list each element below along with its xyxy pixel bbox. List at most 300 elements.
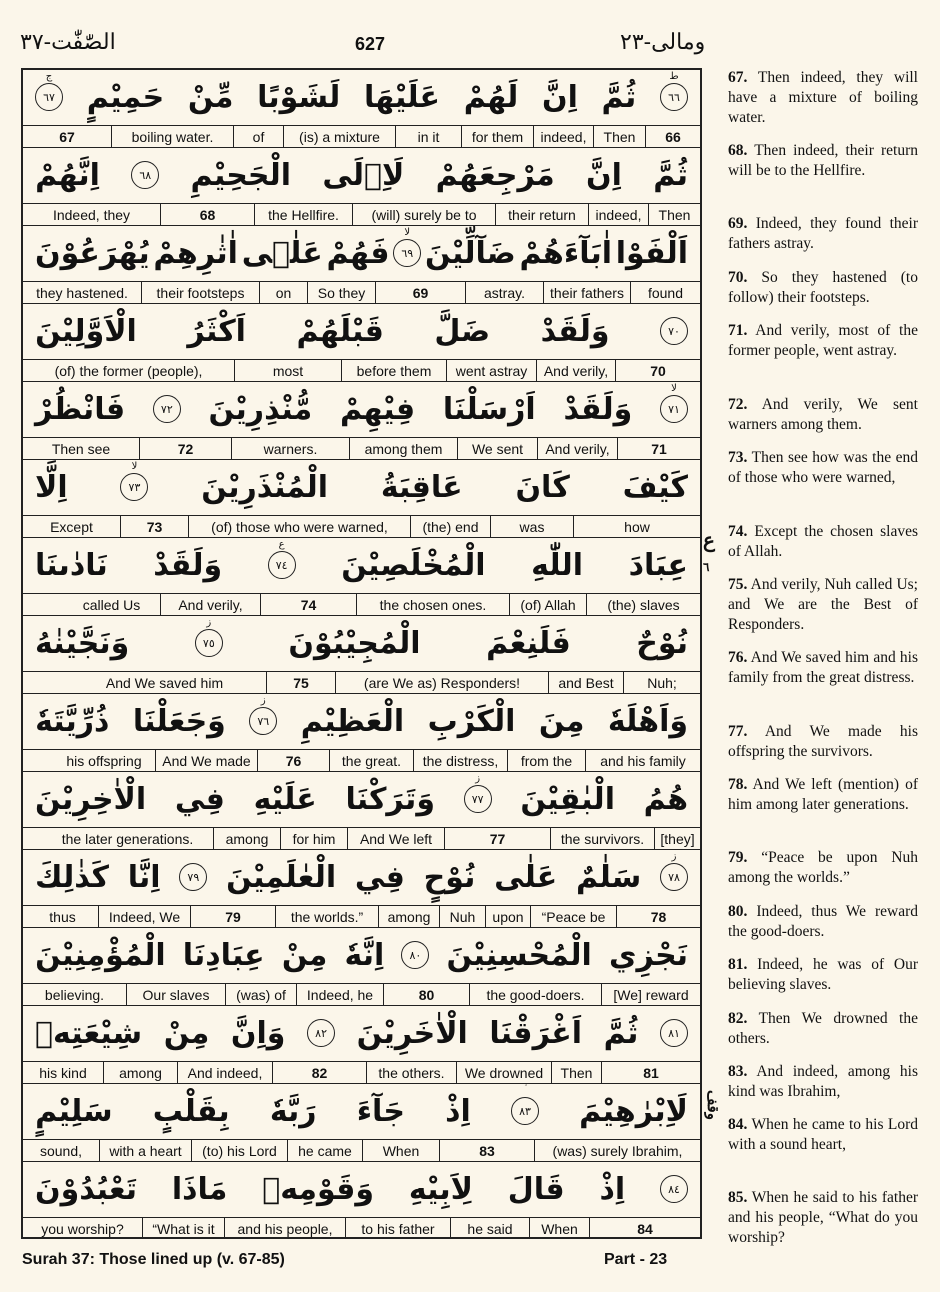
word-gloss-cell: his kind (39, 1064, 87, 1081)
waqf-mark: وقف (704, 1090, 722, 1120)
arabic-word: مُّنْذِرِيْنَ (208, 391, 313, 427)
waqf-sign: ط (669, 71, 679, 82)
word-gloss-cell: to his father (345, 1218, 450, 1239)
ayah-number: ٧٣ (128, 480, 141, 494)
translation-verse (728, 522, 918, 562)
arabic-word: فَانْظُرْ (35, 391, 126, 427)
arabic-word: اَغْرَقْنَا (489, 1015, 583, 1051)
arabic-word: وَلَقَدْ (563, 391, 633, 427)
translation-verse (728, 1115, 918, 1155)
translation-verse (728, 575, 918, 635)
arabic-word: نَادٰىنَا (35, 547, 108, 583)
arabic-line (23, 382, 700, 436)
arabic-word: حَمِيْمٍ (86, 79, 165, 115)
arabic-line (23, 1084, 700, 1138)
ayah-end-marker (660, 317, 688, 345)
arabic-word: كَذٰلِكَ (35, 859, 110, 895)
arabic-word: اللّٰهِ (531, 547, 584, 583)
arabic-line (23, 460, 700, 514)
word-gloss-cell: the chosen ones. (356, 594, 509, 615)
arabic-line (23, 850, 700, 904)
word-gloss-cell: astray. (465, 282, 543, 303)
word-gloss-cell: [We] reward (601, 984, 700, 1005)
verse-block (23, 70, 700, 148)
ayah-number: ٨١ (668, 1026, 680, 1040)
verse-block (23, 1006, 700, 1084)
arabic-word: قَالَ (507, 1171, 565, 1207)
word-gloss-cell: (was) surely Ibrahim, (534, 1140, 700, 1161)
word-gloss-cell: from the (507, 750, 585, 771)
ayah-end-marker (307, 1019, 335, 1047)
ayah-number: ٦٦ (668, 90, 680, 104)
verse-number-cell: 67 (59, 128, 75, 145)
word-gloss-cell: Indeed, We (98, 906, 190, 927)
ayah-number: ٨٣ (519, 1104, 531, 1118)
verse-number-cell: 73 (120, 516, 188, 537)
word-gloss-cell: (the) slaves (586, 594, 700, 615)
word-translation-row (23, 671, 700, 693)
arabic-word: اٰثٰرِهِمْ (153, 235, 238, 271)
word-gloss-cell: And We saved him (105, 674, 224, 691)
word-gloss-cell: indeed, (588, 204, 648, 225)
translation-verse (728, 268, 918, 308)
verse-number-cell: 66 (645, 126, 700, 147)
arabic-word: مِّنْ (187, 79, 234, 115)
ayah-number: ٦٩ (401, 246, 414, 260)
waqf-sign: ز (671, 851, 677, 862)
verse-number-cell: 79 (190, 906, 275, 927)
ayah-number: ٦٨ (139, 168, 152, 182)
arabic-word: اِنَّهٗ (344, 937, 385, 973)
word-gloss-cell: upon (485, 906, 530, 927)
translation-verse-text: “Peace be upon Nuh among the worlds.” (728, 849, 919, 886)
ayah-number: ٨٠ (409, 948, 422, 962)
word-gloss-cell: Then (551, 1062, 601, 1083)
arabic-word: الْمُخْلَصِيْنَ (341, 547, 486, 583)
part-name-arabic: ومالی-٢٣ (620, 30, 706, 55)
arabic-word: ضَلَّ (434, 313, 491, 349)
word-translation-row (23, 827, 700, 849)
word-gloss-cell: called Us (82, 596, 141, 613)
arabic-word: اَكْثَرُ (187, 313, 246, 349)
ayah-end-marker (393, 227, 421, 267)
word-gloss-cell: (of) Allah (509, 594, 586, 615)
verse-block (23, 1162, 700, 1240)
verse-number-cell: 84 (589, 1218, 700, 1239)
arabic-line (23, 538, 700, 592)
arabic-line (23, 772, 700, 826)
ayah-number: ٨٤ (668, 1182, 680, 1196)
verse-number-cell: 68 (160, 204, 254, 225)
arabic-word: الْبٰقِيْنَ (520, 781, 615, 817)
ruku-letter: ع (703, 528, 715, 552)
waqf-sign: ع (278, 539, 285, 550)
arabic-word: رَبَّهٗ (269, 1093, 317, 1129)
arabic-word: فِي (354, 859, 405, 895)
word-gloss-cell: When (362, 1140, 439, 1161)
word-translation-row (23, 515, 700, 537)
translation-verse-number: 74. (728, 523, 748, 540)
verse-block (23, 382, 700, 460)
arabic-word: اِنَّهُمْ (35, 157, 100, 193)
word-translation-row (23, 593, 700, 615)
verse-number-cell: 75 (266, 672, 335, 693)
word-gloss-cell: among (378, 906, 439, 927)
arabic-word: اِنَّا (127, 859, 161, 895)
translation-verse-text: So they hastened (to follow) their footsteps. (728, 269, 918, 306)
arabic-word: وَلَقَدْ (540, 313, 610, 349)
ayah-end-marker (464, 773, 492, 813)
word-gloss-cell: among (213, 828, 280, 849)
translation-verse-number: 83. (728, 1063, 748, 1080)
translation-verse (728, 648, 918, 688)
word-gloss-cell: Our slaves (126, 984, 225, 1005)
word-gloss-cell: their return (495, 204, 588, 225)
translation-verse (728, 775, 918, 815)
ayah-end-marker (195, 617, 223, 657)
translation-verse (728, 448, 918, 488)
word-gloss-cell: for him (280, 828, 347, 849)
arabic-word: ثُمَّ (653, 157, 688, 193)
word-gloss-cell: “Peace be (530, 906, 616, 927)
verse-block (23, 850, 700, 928)
arabic-word: لَشَوْبًا (257, 79, 341, 115)
word-gloss-cell: the distress, (413, 750, 507, 771)
arabic-word: اَرْسَلْنَا (442, 391, 536, 427)
arabic-word: وَلَقَدْ (153, 547, 223, 583)
translation-verse-number: 78. (728, 776, 748, 793)
waqf-sign: ز (206, 617, 212, 628)
translation-verse-number: 73. (728, 449, 748, 466)
arabic-word: كَيْفَ (622, 469, 688, 505)
word-gloss-cell: (of) the former (people), (54, 362, 203, 379)
word-gloss-cell: their footsteps (141, 282, 259, 303)
word-translation-row (23, 749, 700, 771)
arabic-word: ثُمَّ (601, 79, 637, 115)
ayah-end-marker (660, 71, 688, 111)
ayah-number: ٧٦ (257, 714, 270, 728)
ayah-end-marker (660, 1175, 688, 1203)
verse-number-cell: 72 (139, 438, 231, 459)
ayah-end-marker (511, 1097, 539, 1125)
word-gloss-cell: and Best (548, 672, 623, 693)
translation-verse-text: And We saved him and his family from the great distress. (728, 649, 918, 686)
waqf-sign: ز (260, 695, 266, 706)
translation-verse-number: 80. (728, 903, 748, 920)
surah-name-arabic: الصّٰفّٰت-٣٧ (20, 30, 116, 55)
waqf-sign: ج (45, 71, 53, 82)
verse-block (23, 226, 700, 304)
word-gloss-cell: the worlds.” (275, 906, 378, 927)
translation-verse-text: Then indeed, they will have a mixture of boiling water. (728, 69, 918, 126)
arabic-word: مِنْ (163, 1015, 210, 1051)
arabic-word: اَلْفَوْا (615, 235, 688, 271)
ayah-end-marker (131, 161, 159, 189)
translation-verse-text: And We made his offspring the survivors. (728, 723, 918, 760)
verse-number-cell: 76 (257, 750, 329, 771)
word-gloss-cell: with a heart (99, 1140, 191, 1161)
translation-verse-text: Indeed, he was of Our believing slaves. (728, 956, 918, 993)
word-translation-row (23, 905, 700, 927)
word-gloss-cell: the good-doers. (469, 984, 601, 1005)
waqf-sign: لا (131, 461, 138, 472)
word-gloss-cell: Indeed, he (296, 984, 383, 1005)
translation-verse (728, 395, 918, 435)
translation-verse (728, 902, 918, 942)
ayah-end-marker (401, 941, 429, 969)
arabic-word: الْعَظِيْمِ (300, 703, 405, 739)
ayah-end-marker (660, 383, 688, 423)
arabic-word: عَلٰى (494, 859, 558, 895)
ayah-number: ٧٤ (275, 558, 288, 572)
word-gloss-cell: and his family (585, 750, 700, 771)
word-gloss-cell: and his people, (224, 1218, 345, 1239)
arabic-word: الْمُؤْمِنِيْنَ (35, 937, 166, 973)
verse-block (23, 694, 700, 772)
ayah-number: ٦٧ (43, 90, 55, 104)
word-gloss-cell: their fathers (543, 282, 630, 303)
ayah-number: ٧٥ (202, 636, 215, 650)
word-gloss-cell: indeed, (533, 126, 593, 147)
word-gloss-cell: Then (593, 126, 645, 147)
translation-verse (728, 1009, 918, 1049)
translation-verse-number: 85. (728, 1189, 748, 1206)
arabic-word: فِي (174, 781, 225, 817)
word-gloss-cell: (is) a mixture (283, 126, 395, 147)
word-gloss-cell: Nuh; (623, 672, 700, 693)
arabic-word: الْكَرْبِ (427, 703, 516, 739)
word-gloss-cell: in it (395, 126, 461, 147)
arabic-word: الْاٰخَرِيْنَ (356, 1015, 468, 1051)
translation-verse-text: Then see how was the end of those who were warned, (728, 449, 918, 486)
arabic-word: وَتَرَكْنَا (345, 781, 435, 817)
arabic-word: ضَآلِّيْنَ (425, 235, 516, 271)
translation-verse (728, 321, 918, 361)
ayah-number: ٧٠ (668, 324, 680, 338)
arabic-line (23, 304, 700, 358)
translation-verse (728, 214, 918, 254)
translation-verse (728, 848, 918, 888)
arabic-line (23, 226, 700, 280)
word-translation-row (23, 1217, 700, 1239)
word-gloss-cell: for them (461, 126, 533, 147)
translation-verse-number: 69. (728, 215, 748, 232)
ruku-mark (703, 528, 715, 576)
arabic-word: نَجْزِي (608, 937, 688, 973)
arabic-word: سَلٰمٌ (575, 859, 642, 895)
translation-verse-text: And verily, Nuh called Us; and We are the Best of Responders. (728, 576, 918, 633)
word-gloss-cell: believing. (44, 986, 105, 1003)
arabic-word: مِنْ (281, 937, 328, 973)
translation-verse-number: 76. (728, 649, 748, 666)
word-gloss-cell: Indeed, they (52, 206, 131, 223)
arabic-word: عَلٰۤى (241, 235, 323, 271)
word-gloss-cell: was (490, 516, 573, 537)
arabic-word: اِنَّ (586, 157, 622, 193)
arabic-word: عِبَادَ (628, 547, 688, 583)
verse-block (23, 304, 700, 382)
ayah-end-marker (249, 695, 277, 735)
translation-verse-number: 82. (728, 1010, 748, 1027)
word-gloss-cell: his offspring (66, 752, 142, 769)
arabic-word: تَعْبُدُوْنَ (35, 1171, 138, 1207)
verse-number-cell: 81 (601, 1062, 700, 1083)
translation-verse-text: And verily, We sent warners among them. (728, 396, 918, 433)
word-gloss-cell: among (103, 1062, 177, 1083)
word-gloss-cell: (of) those who were warned, (188, 516, 410, 537)
arabic-word: مَاذَا (171, 1171, 228, 1207)
ayah-end-marker (179, 863, 207, 891)
arabic-word: نُوْحٌ (636, 625, 688, 661)
arabic-word: مَرْجِعَهُمْ (435, 157, 555, 193)
arabic-word: اٰبَآءَهُمْ (519, 235, 613, 271)
word-gloss-cell: Nuh (439, 906, 485, 927)
arabic-word: الْاٰخِرِيْنَ (35, 781, 147, 817)
word-gloss-cell: (the) end (410, 516, 490, 537)
translation-verse-text: And indeed, among his kind was Ibrahim, (728, 1063, 918, 1100)
translation-verse-number: 70. (728, 269, 748, 286)
arabic-word: ذُرِّيَّتَهٗ (35, 703, 110, 739)
word-gloss-cell: Except (50, 518, 93, 535)
word-gloss-cell: “What is it (142, 1218, 224, 1239)
word-gloss-cell: (was) of (225, 984, 296, 1005)
arabic-word: لَهُمْ (463, 79, 519, 115)
arabic-word: شِيْعَتِهٖ (35, 1015, 143, 1051)
ayah-number: ٧٧ (471, 792, 484, 806)
word-translation-row (23, 359, 700, 381)
word-gloss-cell: sound, (39, 1142, 83, 1159)
translation-verse (728, 722, 918, 762)
verse-number-cell: 83 (439, 1140, 534, 1161)
arabic-word: عِبَادِنَا (182, 937, 265, 973)
translation-verse-number: 72. (728, 396, 748, 413)
translation-verse-text: Indeed, they found their fathers astray. (728, 215, 918, 252)
arabic-word: وَجَعَلْنَا (132, 703, 226, 739)
arabic-line (23, 1162, 700, 1216)
word-gloss-cell: We sent (457, 438, 537, 459)
word-gloss-cell: (are We as) Responders! (335, 672, 548, 693)
word-gloss-cell: And indeed, (177, 1062, 272, 1083)
arabic-word: قَبْلَهُمْ (296, 313, 384, 349)
word-gloss-cell: And We left (347, 828, 444, 849)
arabic-line (23, 928, 700, 982)
word-gloss-cell: before them (341, 360, 446, 381)
arabic-word: وَقَوْمِهٖ (262, 1171, 375, 1207)
arabic-word: سَلِيْمٍ (35, 1093, 113, 1129)
verse-number-cell: 78 (616, 906, 700, 927)
translation-verse-number: 71. (728, 322, 748, 339)
word-gloss-cell: And We made (155, 750, 257, 771)
arabic-word: مِنَ (538, 703, 585, 739)
arabic-word: يُهْرَعُوْنَ (35, 235, 150, 271)
arabic-word: جَآءَ (356, 1093, 405, 1129)
word-translation-row (23, 125, 700, 147)
word-gloss-cell: We drowned (456, 1062, 551, 1083)
word-gloss-cell: And verily, (537, 438, 617, 459)
arabic-word: الْجَحِيْمِ (190, 157, 292, 193)
verse-block (23, 1084, 700, 1162)
translation-verse-text: Indeed, thus We reward the good-doers. (728, 903, 918, 940)
word-gloss-cell: the later generations. (61, 830, 194, 847)
arabic-word: نُوْحٍ (423, 859, 476, 895)
verse-block (23, 460, 700, 538)
arabic-word: لَاِ۟لَى (322, 157, 405, 193)
arabic-word: الْعٰلَمِيْنَ (226, 859, 337, 895)
ayah-end-marker (120, 461, 148, 501)
arabic-word: اِنَّ (541, 79, 578, 115)
word-gloss-cell: on (259, 282, 307, 303)
word-gloss-cell: [they] (654, 828, 700, 849)
arabic-word: لَاِبْرٰهِيْمَ (579, 1093, 688, 1129)
word-gloss-cell: of (233, 126, 283, 147)
arabic-word: كَانَ (515, 469, 570, 505)
verse-block (23, 616, 700, 694)
word-translation-row (23, 437, 700, 459)
verse-block (23, 538, 700, 616)
translation-verse-number: 67. (728, 69, 748, 86)
verse-block (23, 148, 700, 226)
word-gloss-cell: the Hellfire. (254, 204, 352, 225)
waqf-sign: لا (404, 227, 411, 238)
translation-verse-text: When he said to his father and his people, “What do you worship? (728, 1189, 918, 1246)
arabic-word: فِيْهِمْ (339, 391, 416, 427)
ayah-end-marker (153, 395, 181, 423)
word-gloss-cell: Then (648, 204, 700, 225)
translation-verse-text: And verily, most of the former people, went astray. (728, 322, 918, 359)
ayah-number: ٧٩ (187, 870, 200, 884)
translation-verse-text: Then We drowned the others. (728, 1010, 918, 1047)
arabic-line (23, 1006, 700, 1060)
word-gloss-cell: boiling water. (111, 126, 233, 147)
word-gloss-cell: found (630, 282, 700, 303)
word-gloss-cell: warners. (231, 438, 349, 459)
word-gloss-cell: he said (450, 1218, 529, 1239)
word-translation-row (23, 281, 700, 303)
verse-number-cell: 70 (615, 360, 700, 381)
word-gloss-cell: he came (287, 1140, 362, 1161)
arabic-word: وَاَهْلَهٗ (607, 703, 688, 739)
word-gloss-cell: they hastened. (36, 284, 128, 301)
verse-number-cell: 80 (383, 984, 469, 1005)
word-translation-row (23, 1061, 700, 1083)
translation-verse (728, 68, 918, 128)
arabic-word: فَهُمْ (326, 235, 390, 271)
verse-number-cell: 74 (260, 594, 356, 615)
translation-verse (728, 1188, 918, 1248)
word-gloss-cell: the others. (366, 1062, 456, 1083)
arabic-line (23, 148, 700, 202)
word-gloss-cell: And verily, (536, 360, 615, 381)
word-gloss-cell: how (573, 516, 700, 537)
word-gloss-cell: among them (349, 438, 457, 459)
translation-verse-number: 84. (728, 1116, 748, 1133)
arabic-word: الْمُحْسِنِيْنَ (446, 937, 592, 973)
word-gloss-cell: the great. (329, 750, 413, 771)
arabic-line (23, 70, 700, 124)
arabic-word: اِذْ (445, 1093, 471, 1129)
translation-verse-number: 75. (728, 576, 748, 593)
translation-verse (728, 1062, 918, 1102)
translation-verse-text: And We left (mention) of him among later generations. (728, 776, 918, 813)
arabic-word: وَنَجَّيْنٰهُ (35, 625, 130, 661)
arabic-word: الْاَوَّلِيْنَ (35, 313, 137, 349)
interlinear-grid (21, 68, 702, 1239)
arabic-line (23, 694, 700, 748)
verse-number-cell: 82 (272, 1062, 366, 1083)
translation-verse-text: When he came to his Lord with a sound heart, (728, 1116, 918, 1153)
arabic-word: ثُمَّ (603, 1015, 639, 1051)
ayah-end-marker (660, 851, 688, 891)
